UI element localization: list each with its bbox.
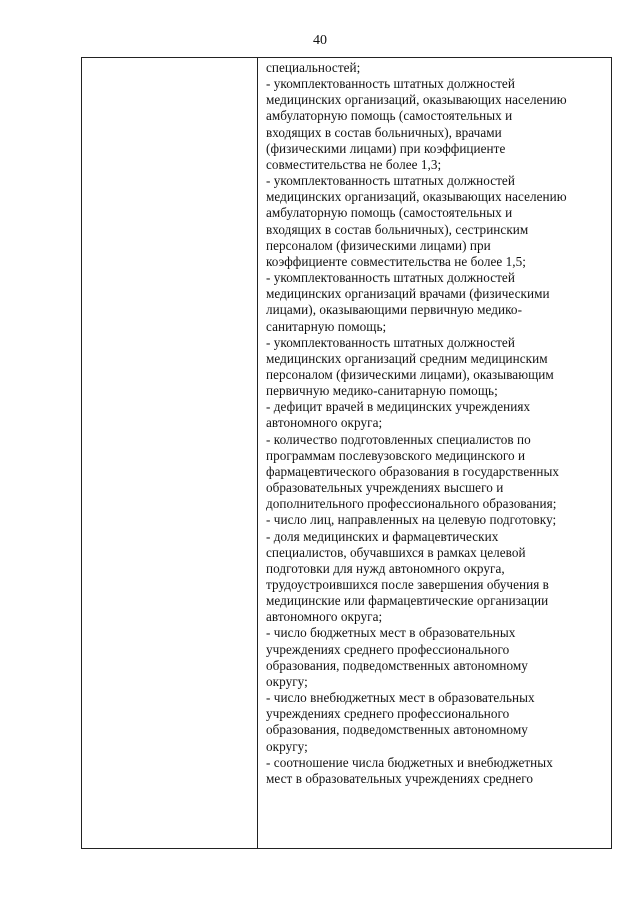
text-line: - дефицит врачей в медицинских учреждениях [266,399,531,415]
text-line: входящих в состав больничных), врачами [266,124,502,140]
text-line: (физическими лицами) при коэффициенте [266,140,506,156]
text-line: - доля медицинских и фармацевтических [266,528,499,544]
text-line: фармацевтического образования в государственных [266,463,560,479]
column-divider [257,58,258,848]
text-line: персоналом (физическими лицами) при [266,237,491,253]
text-line: - число внебюджетных мест в образовательных [266,690,535,706]
text-line: образовательных учреждениях высшего и [266,480,504,496]
table-cell-right [266,60,606,787]
text-line: дополнительного профессионального образования; [266,496,557,512]
text-line: совместительства не более 1,3; [266,156,442,172]
text-line: трудоустроившихся после завершения обучения в [266,577,549,592]
text-line: автономного округа; [266,415,383,431]
text-line: санитарную помощь; [266,318,387,334]
text-line: - число бюджетных мест в образовательных [266,625,516,641]
document-table [81,57,612,849]
text-line: учреждениях среднего профессионального [266,641,510,657]
text-line: учреждениях среднего профессионального [266,706,510,722]
text-line: программам послевузовского медицинского и [266,447,526,463]
text-line: образования, подведомственных автономному [266,657,528,673]
text-line: медицинских организаций средним медицинским [266,350,548,366]
text-line: амбулаторную помощь (самостоятельных и [266,108,513,124]
text-line: автономного округа; [266,609,383,625]
text-line: амбулаторную помощь (самостоятельных и [266,205,513,221]
text-line: округу; [266,673,308,689]
text-line: - количество подготовленных специалистов по [266,431,531,447]
text-line: - укомплектованность штатных должностей [266,76,515,92]
text-line: образования, подведомственных автономному [266,722,528,738]
text-line: специалистов, обучавшихся в рамках целевой [266,544,526,560]
text-line: мест в образовательных учреждениях среднего [266,770,534,786]
text-line: персоналом (физическими лицами), оказывающим [266,366,554,382]
text-line: медицинские или фармацевтические организации [266,593,549,609]
text-line: медицинских организаций, оказывающих населению [266,92,567,108]
text-line: округу; [266,738,308,754]
text-line: входящих в состав больничных), сестринским [266,221,529,237]
text-line: - соотношение числа бюджетных и внебюджетных [266,754,553,770]
text-line: первичную медико-санитарную помощь; [266,383,498,399]
text-line: подготовки для нужд автономного округа, [266,560,505,576]
text-line: - укомплектованность штатных должностей [266,173,515,189]
text-line: - укомплектованность штатных должностей [266,270,515,286]
text-line: лицами), оказывающими первичную медико- [266,302,523,318]
text-line: - укомплектованность штатных должностей [266,334,515,350]
text-line: коэффициенте совместительства не более 1,5; [266,253,526,269]
text-line: специальностей; [266,60,361,75]
page-number: 40 [313,33,327,48]
text-line: - число лиц, направленных на целевую подготовку; [266,512,557,528]
text-line: медицинских организаций врачами (физическими [266,286,550,302]
text-line: медицинских организаций, оказывающих населению [266,189,567,205]
